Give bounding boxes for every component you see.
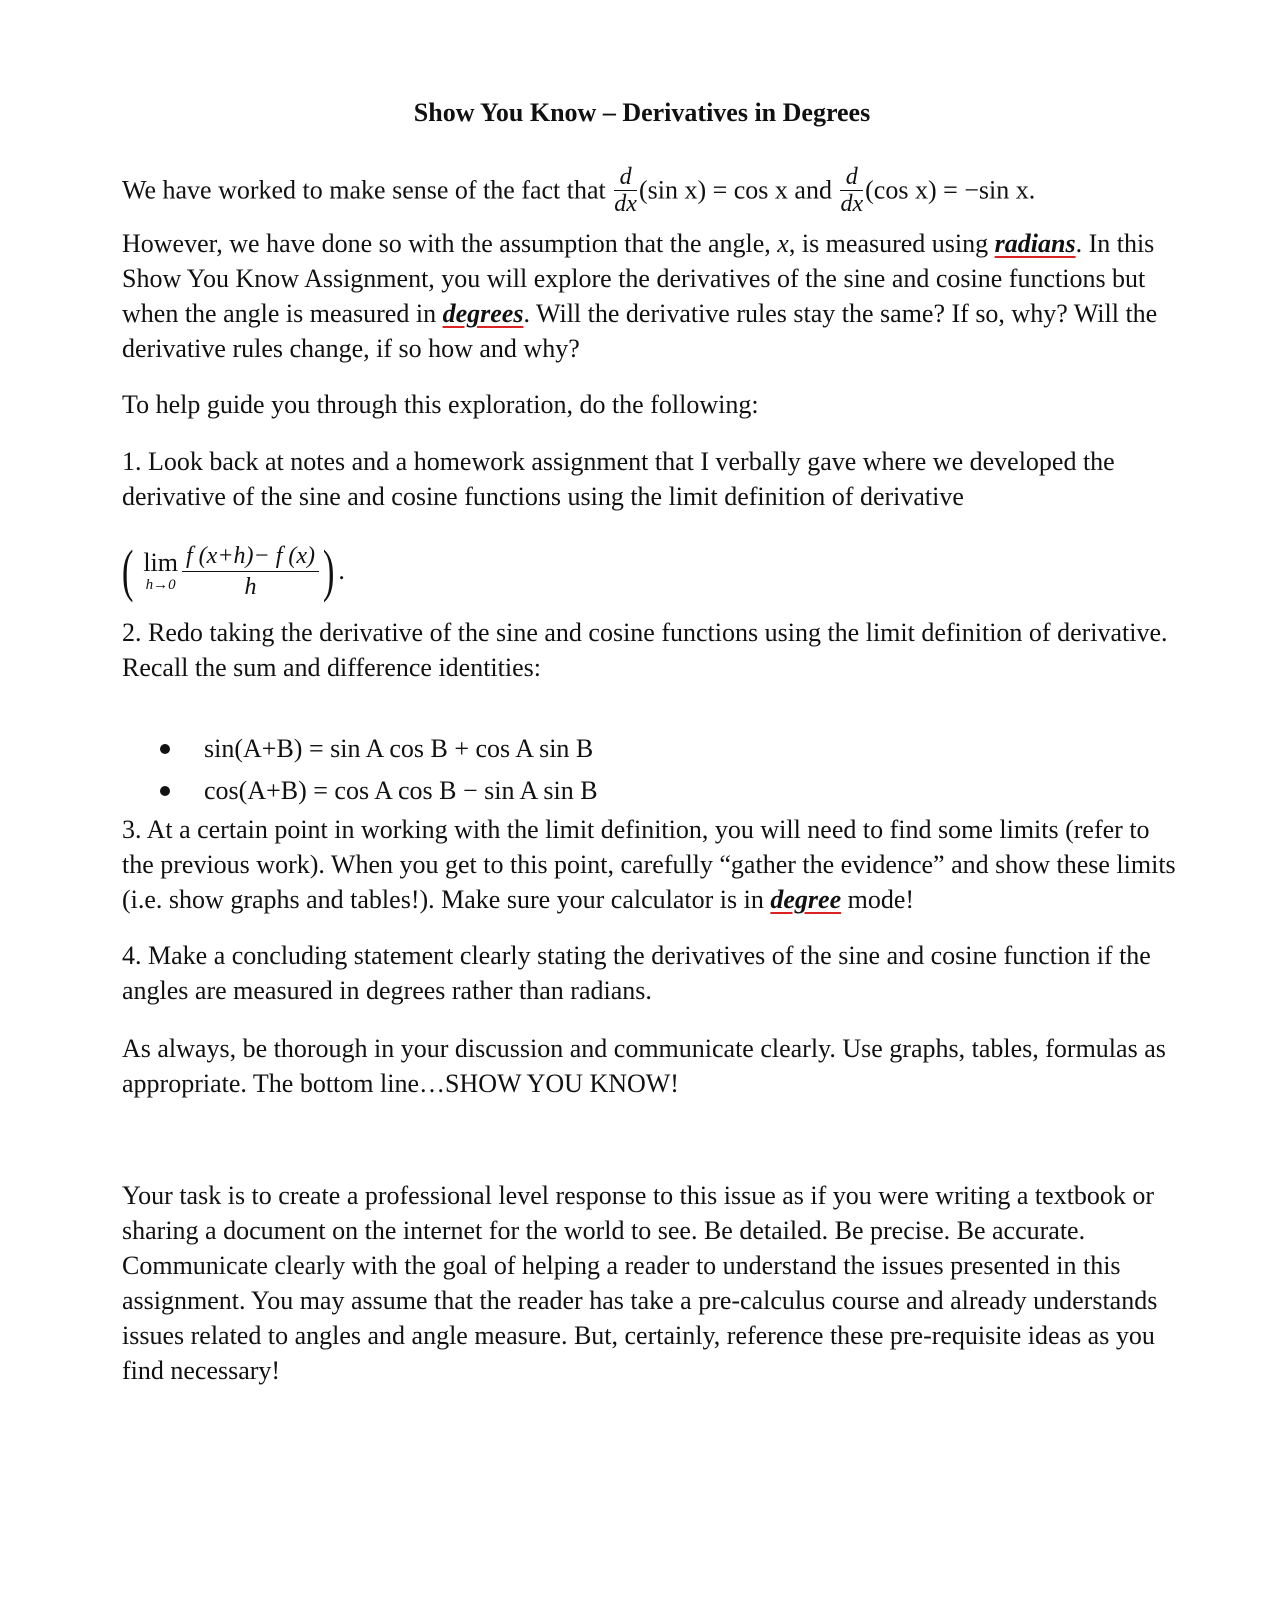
formula-cos: (cos x) = −sin x. [865,175,1036,205]
difference-quotient [182,541,319,602]
text-run: . In this Show You Know Assignment, you will explore the derivatives of the sine and cosine functions but when the angle is measured in [122,229,1155,328]
text-run: . Will the derivative rules stay the same? If so, why? Will the derivative rules change, if so how and why? [122,299,1158,363]
left-paren: ( [121,538,134,603]
formula-sin: (sin x) = cos x [638,175,788,205]
step-2: 2. Redo taking the derivative of the sine and cosine functions using the limit definition of derivative. Recall the sum and difference identities: [122,618,1168,682]
limit-period: . [338,556,345,585]
text-run: However, we have done so with the assumption that the angle, [122,229,778,258]
text-run: mode! [841,885,915,914]
lim-text: lim [143,548,178,577]
page-title: Show You Know – Derivatives in Degrees [413,98,871,127]
text-run: , is measured using [788,229,995,258]
paragraph-radians-degrees [122,226,1182,366]
intro-and: and [794,175,832,205]
quotient-denominator: h [244,573,257,600]
lim-subscript: h→0 [145,577,176,593]
emphasis-degree: degree [770,885,842,914]
intro-lead: We have worked to make sense of the fact that [122,175,606,205]
closing-text: As always, be thorough in your discussion and communicate clearly. Use graphs, tables, formulas as appropriate. The bottom line…SHOW YOU KNOW! [122,1034,1166,1098]
frac-num: d [840,164,863,191]
bullet-icon [160,744,170,754]
step-3 [122,812,1182,917]
quotient-numerator: f (x+h)− f (x) [182,541,319,572]
emphasis-degrees: degrees [442,299,524,328]
lim-operator [143,549,178,593]
derivative-operator-1 [614,164,637,217]
limit-definition [118,538,345,604]
guide-text: To help guide you through this exploration, do the following: [122,390,759,419]
emphasis-radians: radians [994,229,1076,258]
frac-num: d [614,164,637,191]
frac-den: dx [840,191,864,217]
bullet-icon [160,786,170,796]
identity-sum-cosine: cos(A+B) = cos A cos B − sin A sin B [204,776,598,805]
intro-line [122,166,1182,219]
derivative-operator-2 [840,164,863,217]
list-item [160,728,598,770]
identity-sum-sine: sin(A+B) = sin A cos B + cos A sin B [204,734,594,763]
variable-x: x [777,229,789,258]
step-1: 1. Look back at notes and a homework assignment that I verbally gave where we developed the derivative of the sine and cosine functions using the limit definition of derivative [122,447,1115,511]
step-4: 4. Make a concluding statement clearly stating the derivatives of the sine and cosine function if the angles are measured in degrees rather than radians. [122,941,1151,1005]
frac-den: dx [614,191,637,217]
right-paren: ) [322,538,335,603]
identity-list [160,728,598,812]
task-text: Your task is to create a professional level response to this issue as if you were writing a textbook or sharing a document on the internet for the world to see. Be detailed. Be precise. Be accurate. Communicate clearly with the goal of helping a reader to understand the issues presented in this assignment. You may assume that the reader has take a pre-calculus course and already understands issues related to angles and angle measure. But, certainly, reference these pre-requisite ideas as you find necessary! [122,1181,1158,1385]
text-run: 3. At a certain point in working with the limit definition, you will need to find some limits (refer to the previous work). When you get to this point, carefully “gather the evidence” and show these limits (i.e. show graphs and tables!). Make sure your calculator is in [122,815,1176,914]
list-item [160,770,598,812]
